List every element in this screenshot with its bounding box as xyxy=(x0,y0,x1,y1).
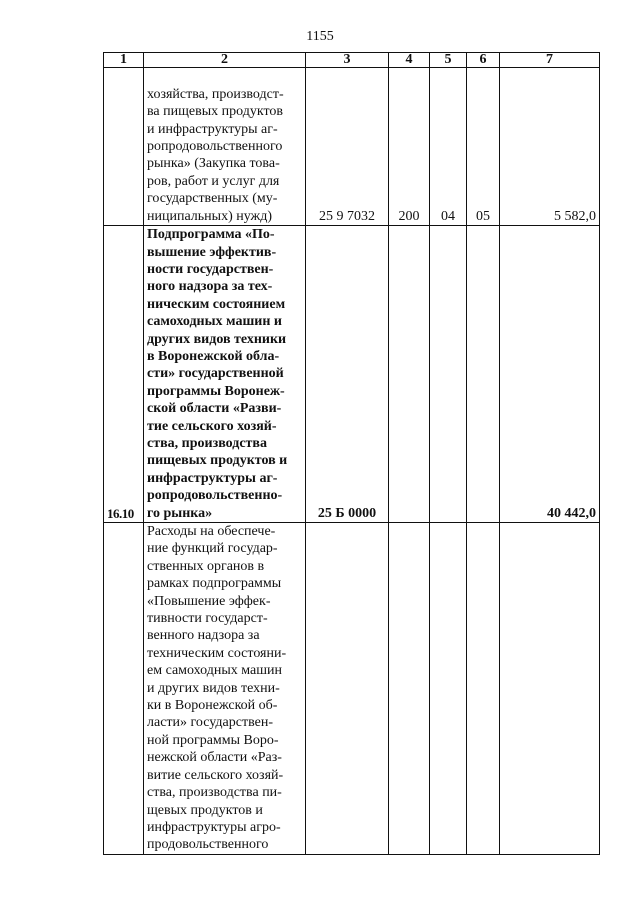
amount xyxy=(500,523,600,855)
description-line: самоходных машин и xyxy=(147,314,282,330)
description-line: ропродовольственного xyxy=(147,138,283,154)
description-line: ров, работ и услуг для xyxy=(147,173,280,189)
table-row xyxy=(104,226,600,523)
row-description xyxy=(144,226,306,523)
table-row xyxy=(104,68,600,226)
subsection-code xyxy=(467,226,500,523)
description-line: инфраструктуры агро- xyxy=(147,819,281,835)
description-line: и других видов техни- xyxy=(147,680,280,696)
row-number xyxy=(104,68,144,226)
column-header-4: 4 xyxy=(389,53,430,68)
column-header-3: 3 xyxy=(306,53,389,68)
description-line: рынка» (Закупка това- xyxy=(147,156,280,172)
description-line: ской области «Разви- xyxy=(147,401,282,417)
column-header-5: 5 xyxy=(430,53,467,68)
description-line: техническим состояни- xyxy=(147,645,287,661)
description-line: и инфраструктуры аг- xyxy=(147,121,278,137)
section-code xyxy=(430,523,467,855)
description-line: тие сельского хозяй- xyxy=(147,418,277,434)
description-line: ности государствен- xyxy=(147,261,274,277)
description-line: ственных органов в xyxy=(147,558,265,574)
description-line: пищевых продуктов и xyxy=(147,453,288,469)
description-line: нежской области «Раз- xyxy=(147,750,282,766)
section-code xyxy=(430,226,467,523)
description-line: ного надзора за тех- xyxy=(147,279,273,295)
description-line: ки в Воронежской об- xyxy=(147,698,278,714)
row-number xyxy=(104,523,144,855)
table-row xyxy=(104,523,600,855)
target-code: 25 Б 0000 xyxy=(306,226,389,523)
column-header-2: 2 xyxy=(144,53,306,68)
description-line: ропродовольственно- xyxy=(147,488,283,504)
description-line: ническим состоянием xyxy=(147,296,286,312)
expense-type xyxy=(389,523,430,855)
description-line: других видов техники xyxy=(147,331,287,347)
description-line: ем самоходных машин xyxy=(147,663,283,679)
row-number: 16.10 xyxy=(104,226,144,523)
header-row xyxy=(104,53,600,68)
amount: 40 442,0 xyxy=(500,226,600,523)
expense-type xyxy=(389,226,430,523)
description-line: тивности государст- xyxy=(147,611,268,627)
budget-table xyxy=(103,52,600,855)
description-line: Расходы на обеспече- xyxy=(147,524,276,539)
description-line: щевых продуктов и xyxy=(147,802,263,818)
row-description xyxy=(144,68,306,226)
row-description xyxy=(144,523,306,855)
section-code: 04 xyxy=(430,68,467,226)
description-line: хозяйства, производст- xyxy=(147,86,284,102)
description-line: сти» государственной xyxy=(147,366,284,382)
expense-type: 200 xyxy=(389,68,430,226)
target-code: 25 9 7032 xyxy=(306,68,389,226)
description-line: витие сельского хозяй- xyxy=(147,767,284,783)
subsection-code: 05 xyxy=(467,68,500,226)
description-line: государственных (му- xyxy=(147,191,278,207)
page-number: 1155 xyxy=(306,29,334,44)
description-line: венного надзора за xyxy=(147,628,260,644)
description-line: Подпрограмма «По- xyxy=(147,227,275,243)
description-line: ниципальных) нужд) xyxy=(147,208,272,224)
description-line: вышение эффектив- xyxy=(147,244,277,260)
description-line: ва пищевых продуктов xyxy=(147,104,284,120)
description-line: ства, производства xyxy=(147,435,267,451)
description-line: программы Воронеж- xyxy=(147,383,285,399)
description-line: продовольственного xyxy=(147,837,269,853)
description-line: ной программы Воро- xyxy=(147,732,279,748)
column-header-7: 7 xyxy=(500,53,600,68)
column-header-1: 1 xyxy=(104,53,144,68)
description-line: го рынка» xyxy=(147,505,213,521)
description-line: ства, производства пи- xyxy=(147,785,282,801)
subsection-code xyxy=(467,523,500,855)
column-header-6: 6 xyxy=(467,53,500,68)
description-line: в Воронежской обла- xyxy=(147,348,280,364)
target-code xyxy=(306,523,389,855)
description-line: ние функций государ- xyxy=(147,541,278,557)
amount: 5 582,0 xyxy=(500,68,600,226)
description-line: ласти» государствен- xyxy=(147,715,273,731)
description-line: «Повышение эффек- xyxy=(147,593,271,609)
description-line: инфраструктуры аг- xyxy=(147,470,278,486)
description-line: рамках подпрограммы xyxy=(147,576,282,592)
